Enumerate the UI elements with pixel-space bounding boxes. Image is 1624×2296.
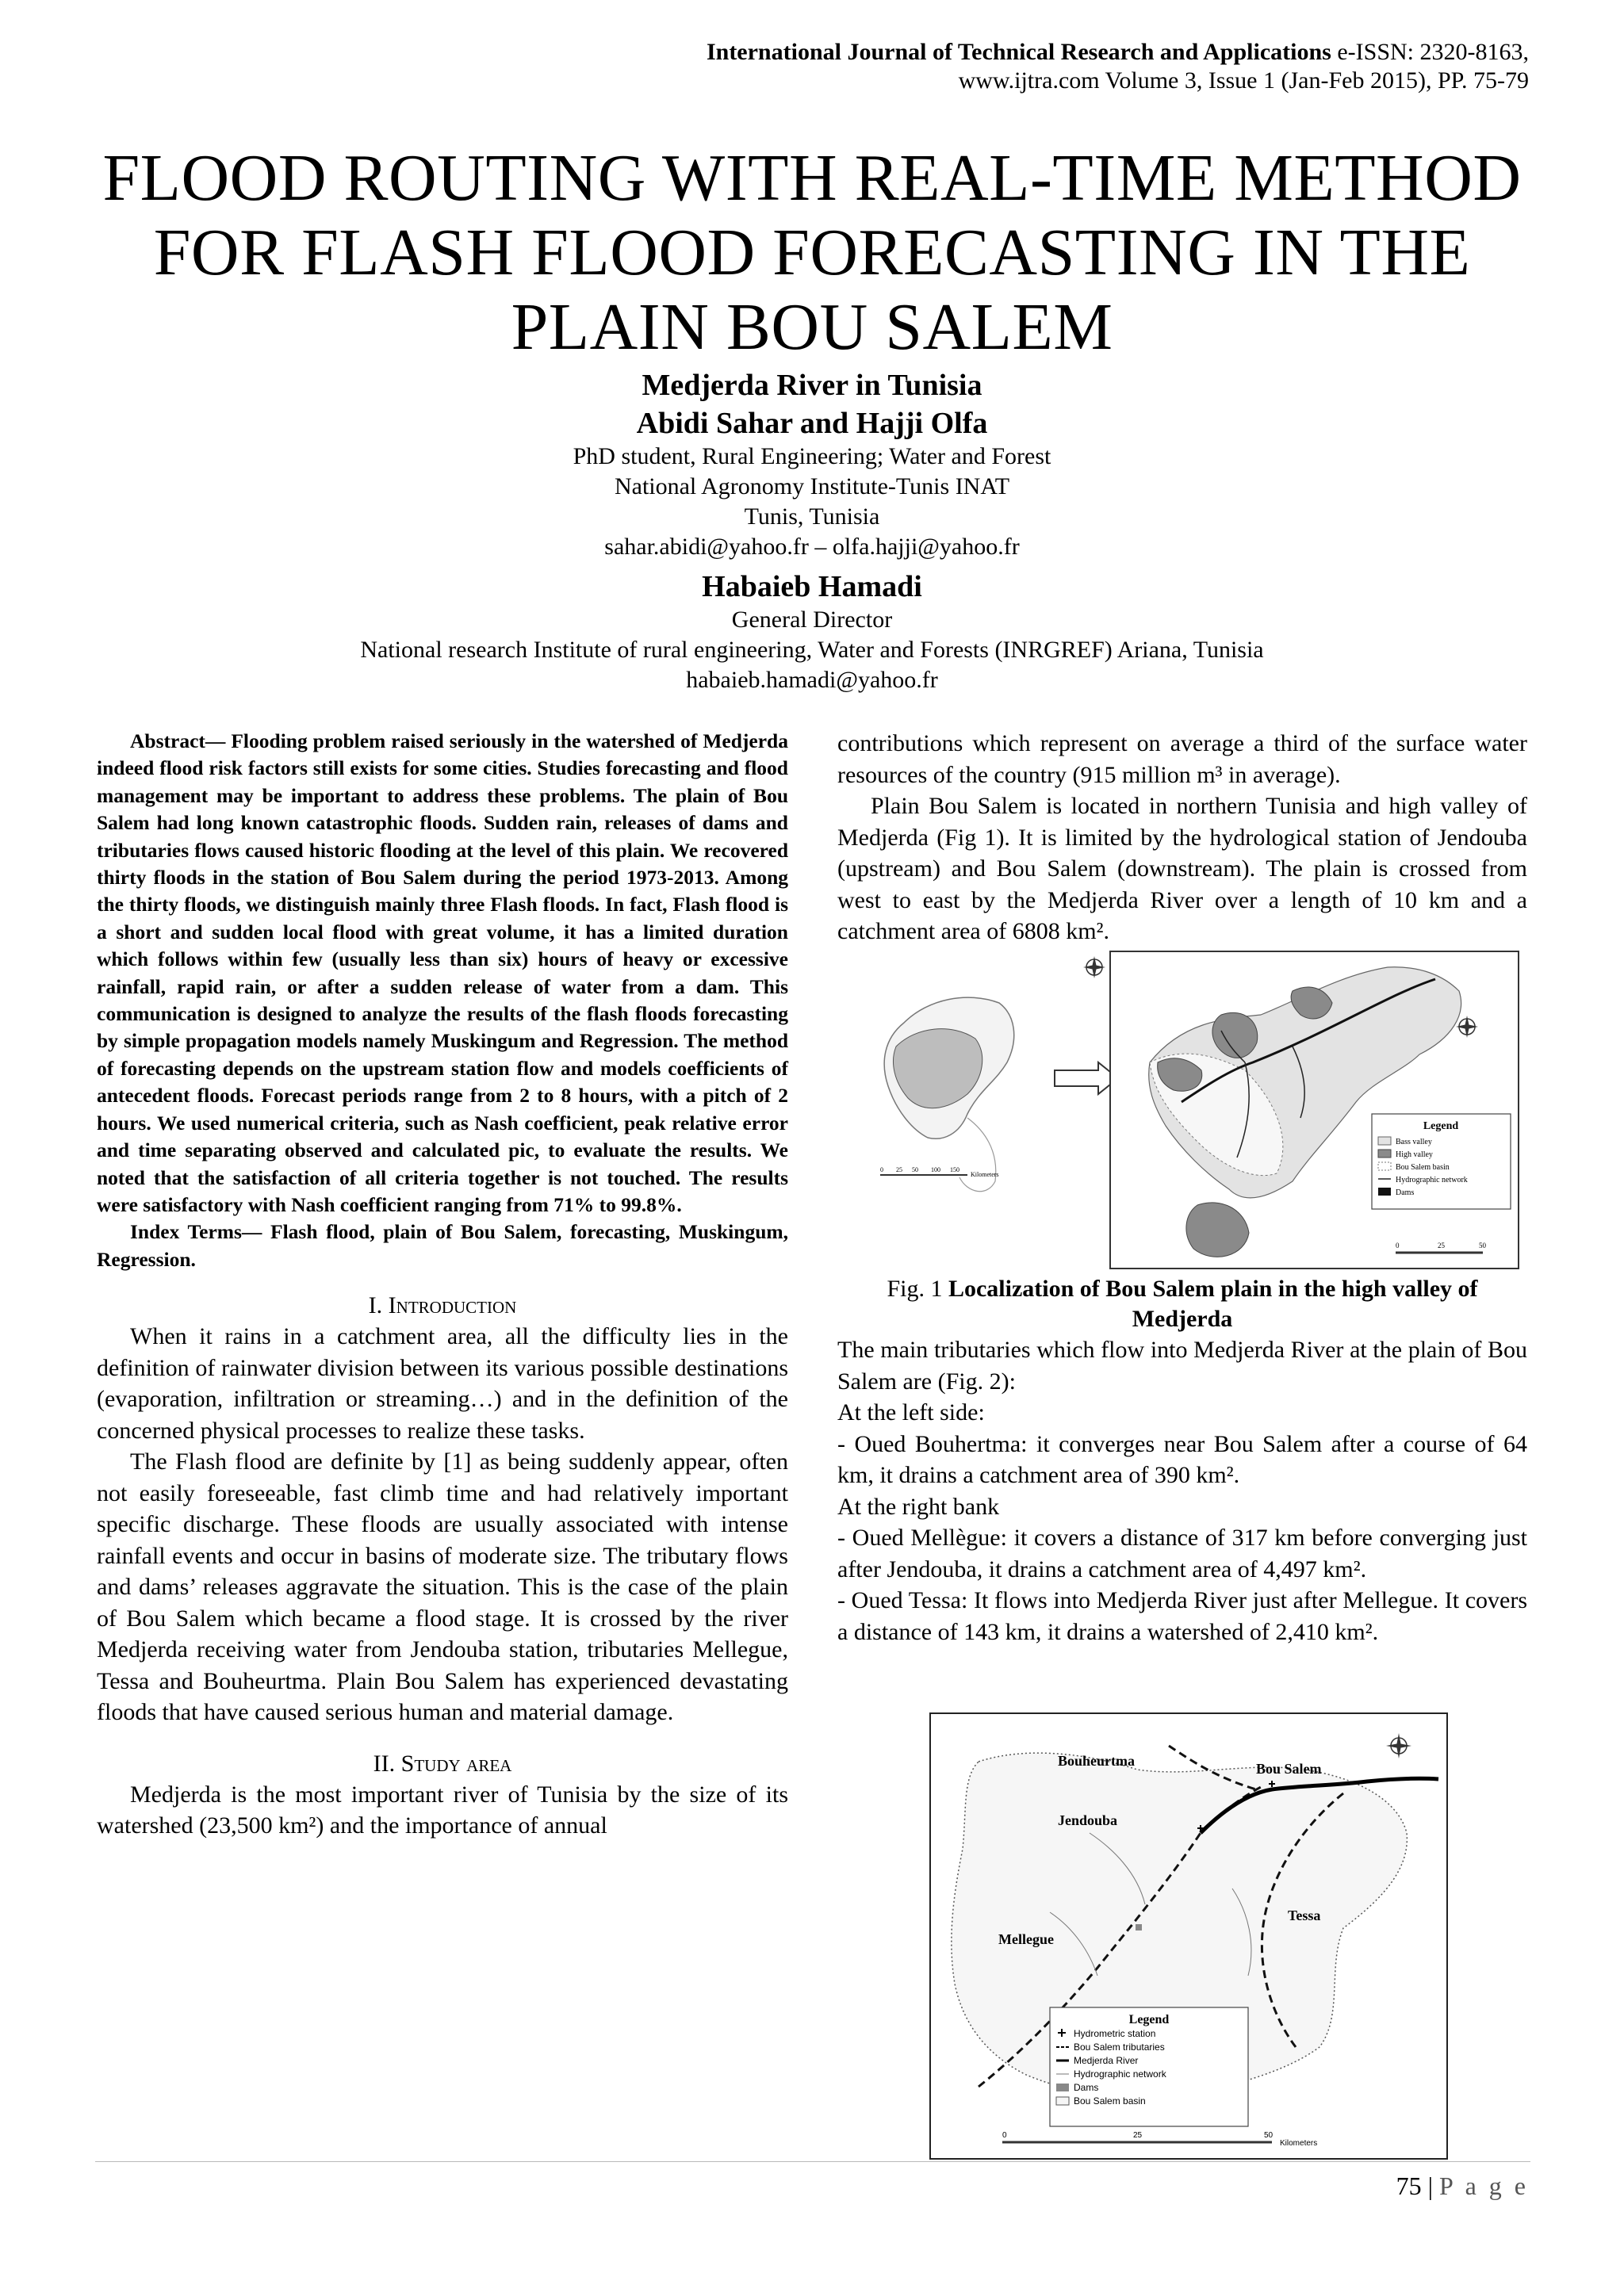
fig1-legend-high-valley: High valley xyxy=(1396,1150,1433,1159)
footer-divider xyxy=(95,2161,1530,2162)
index-terms: Index Terms— Flash flood, plain of Bou Salem, forecasting, Muskingum, Regression. xyxy=(97,1220,788,1271)
section-2-heading xyxy=(97,1749,788,1779)
figure-1-caption xyxy=(837,1274,1527,1334)
left-compass-icon xyxy=(1083,956,1105,978)
right-scale-0: 0 xyxy=(1396,1242,1400,1249)
left-scale-bar xyxy=(880,1166,999,1178)
affil-1-emails: sahar.abidi@yahoo.fr – olfa.hajji@yahoo.fr xyxy=(604,534,1020,560)
title-line-1: FLOOD ROUTING WITH REAL-TIME METHOD xyxy=(102,141,1522,215)
authors-1: Abidi Sahar and Hajji Olfa xyxy=(636,407,988,440)
affil-2-line-1: General Director xyxy=(731,607,893,633)
fig1-legend-title: Legend xyxy=(1423,1120,1459,1132)
fig2-scale-bar xyxy=(1002,2131,1317,2148)
affil-1-line-1: PhD student, Rural Engineering; Water and Forest xyxy=(573,443,1051,469)
label-jendouba: Jendouba xyxy=(1058,1812,1118,1828)
title-line-2: FOR FLASH FLOOD FORECASTING IN THE xyxy=(153,216,1471,289)
left-scale-50: 50 xyxy=(912,1166,918,1173)
fig2-legend-tributaries: Bou Salem tributaries xyxy=(1074,2042,1165,2053)
right-paragraph-1: contributions which represent on average a third of the surface water resources of the country (915 million m³ in average). xyxy=(837,730,1527,788)
study-area-paragraph: Medjerda is the most important river of Tunisia by the size of its watershed (23,500 km²) and the importance of annual xyxy=(97,1781,788,1839)
journal-header xyxy=(707,38,1529,67)
section-2-title: Study area xyxy=(400,1750,512,1777)
fig2-compass-icon xyxy=(1386,1733,1411,1758)
left-scale-0: 0 xyxy=(880,1166,883,1173)
label-bouheurtma: Bouheurtma xyxy=(1058,1753,1136,1769)
dam-marker xyxy=(1136,1924,1142,1931)
affil-1-line-2: National Agronomy Institute-Tunis INAT xyxy=(614,473,1010,499)
paper-title xyxy=(71,141,1553,365)
right-column-top xyxy=(837,728,1527,947)
left-side-heading: At the left side: xyxy=(837,1399,985,1425)
arrow-icon xyxy=(1055,1062,1118,1094)
right-bank-heading: At the right bank xyxy=(837,1493,1000,1520)
figure-1-caption-title: Localization of Bou Salem plain in the high valley of Medjerda xyxy=(948,1276,1478,1332)
inset-coastline xyxy=(959,1118,996,1192)
label-mellegue: Mellegue xyxy=(998,1931,1054,1947)
figure-1-legend xyxy=(1372,1114,1511,1209)
fig1-legend-bass-valley: Bass valley xyxy=(1396,1138,1432,1146)
section-1-heading xyxy=(97,1291,788,1321)
journal-name: International Journal of Technical Research and Applications xyxy=(706,39,1331,65)
affiliation-2 xyxy=(71,605,1553,695)
fig2-scale-25: 25 xyxy=(1133,2131,1143,2140)
page-number: 75 | xyxy=(1396,2172,1439,2200)
title-line-3: PLAIN BOU SALEM xyxy=(511,290,1113,364)
left-scale-100: 100 xyxy=(931,1166,940,1173)
section-1-title: Introduction xyxy=(388,1292,517,1319)
affiliation-1 xyxy=(71,442,1553,562)
tessa-paragraph: - Oued Tessa: It flows into Medjerda River just after Mellegue. It covers a distance of 143 km, it drains a watershed of 2,410 km². xyxy=(837,1587,1527,1645)
fig1-legend-dams: Dams xyxy=(1396,1188,1415,1197)
section-1-number: I. xyxy=(368,1292,389,1319)
paper-subtitle: Medjerda River in Tunisia xyxy=(642,369,982,402)
tributaries-intro: The main tributaries which flow into Medjerda River at the plain of Bou Salem are (Fig. 2): xyxy=(837,1337,1527,1395)
figure-1 xyxy=(848,943,1522,1272)
fig2-legend-network: Hydrographic network xyxy=(1074,2068,1166,2080)
journal-volume: www.ijtra.com Volume 3, Issue 1 (Jan-Feb 2015), PP. 75-79 xyxy=(958,67,1529,94)
fig2-scale-0: 0 xyxy=(1002,2131,1007,2140)
fig2-legend-basin: Bou Salem basin xyxy=(1074,2095,1146,2107)
label-bou-salem: Bou Salem xyxy=(1256,1761,1322,1777)
right-scale-50: 50 xyxy=(1479,1242,1486,1249)
fig1-legend-basin: Bou Salem basin xyxy=(1396,1163,1450,1172)
fig2-scale-50: 50 xyxy=(1264,2131,1274,2140)
fig2-legend-dams: Dams xyxy=(1074,2082,1099,2093)
left-scale-150: 150 xyxy=(950,1166,959,1173)
section-2-number: II. xyxy=(373,1750,401,1777)
left-scale-25: 25 xyxy=(896,1166,902,1173)
affil-1-line-3: Tunis, Tunisia xyxy=(744,503,880,530)
left-column xyxy=(97,728,788,1842)
page-label: P a g e xyxy=(1438,2172,1529,2200)
figure-2-legend xyxy=(1050,2007,1248,2126)
label-tessa: Tessa xyxy=(1288,1908,1321,1923)
bouhertma-paragraph: - Oued Bouhertma: it converges near Bou Salem after a course of 64 km, it drains a catchment area of 390 km². xyxy=(837,1430,1527,1488)
fig1-legend-network: Hydrographic network xyxy=(1396,1176,1468,1184)
intro-paragraph-1: When it rains in a catchment area, all the difficulty lies in the definition of rainwater division between its various possible destinations (evaporation, infiltration or streaming…) and in the definition of the concerned physical processes to realize these tasks. xyxy=(97,1323,788,1444)
left-scale-unit: Kilometers xyxy=(971,1171,999,1178)
affil-2-line-2: National research Institute of rural engineering, Water and Forests (INRGREF) Ariana, Tunisia xyxy=(360,637,1264,663)
right-column-bottom xyxy=(837,1274,1527,1647)
fig2-legend-river: Medjerda River xyxy=(1074,2055,1139,2066)
figure-2-map xyxy=(931,1714,1446,2158)
page-footer xyxy=(1396,2171,1529,2201)
fig2-legend-title: Legend xyxy=(1128,2013,1170,2026)
abstract: Abstract— Flooding problem raised seriously in the watershed of Medjerda indeed flood risk factors still exists for some cities. Studies forecasting and flood management may be important to address these problems. The plain of Bou Salem had long known catastrophic floods. Sudden rain, releases of dams and tributaries flows caused historic flooding at the level of this plain. We recovered thirty floods in the station of Bou Salem during the period 1973-2013. Among the thirty floods, we distinguish mainly three Flash floods. In fact, Flash flood is a short and sudden local flood with great volume, it has a limited duration which follows within few (usually less than six) hours of heavy or excessive rainfall, rapid rain, or after a sudden release of water from a dam. This communication is designed to analyze the results of the flash floods forecasting by simple propagation models namely Muskingum and Regression. The method of forecasting depends on the upstream station flow and models coefficients of antecedent floods. Forecast periods range from 2 to 8 hours, with a pitch of 2 hours. We used numerical criteria, such as Nash coefficient, peak relative error and time separating observed and calculated pic, to evaluate the results. We noted that the satisfaction of all criteria together is not touched. The results were satisfactory with Nash coefficient ranging from 71% to 99.8%. xyxy=(97,729,788,1216)
affil-2-email: habaieb.hamadi@yahoo.fr xyxy=(686,667,938,693)
right-scale-25: 25 xyxy=(1438,1242,1445,1249)
author-2: Habaieb Hamadi xyxy=(702,570,922,603)
figure-2 xyxy=(929,1712,1448,2160)
fig2-scale-unit: Kilometers xyxy=(1280,2139,1318,2148)
fig2-legend-station: Hydrometric station xyxy=(1074,2028,1156,2039)
journal-issn: e-ISSN: 2320-8163, xyxy=(1331,39,1529,65)
figure-1-caption-prefix: Fig. 1 xyxy=(887,1276,948,1302)
figure-1-map xyxy=(848,943,1522,1272)
mellegue-paragraph: - Oued Mellègue: it covers a distance of 317 km before converging just after Jendouba, it drains a catchment area of 4,497 km². xyxy=(837,1525,1527,1582)
right-paragraph-2: Plain Bou Salem is located in northern Tunisia and high valley of Medjerda (Fig 1). It is limited by the hydrological station of Jendouba (upstream) and Bou Salem (downstream). The plain is crossed from west to east by the Medjerda River over a length of 10 km and a catchment area of 6808 km². xyxy=(837,793,1527,944)
intro-paragraph-2: The Flash flood are definite by [1] as being suddenly appear, often not easily foreseeable, fast climb time and had relatively important specific discharge. These floods are usually associated with intense rainfall events and occur in basins of moderate size. The tributary flows and dams’ releases aggravate the situation. This is the case of the plain of Bou Salem which became a flood stage. It is crossed by the river Medjerda receiving water from Jendouba station, tributaries Mellegue, Tessa and Bouheurtma. Plain Bou Salem has experienced devastating floods that have caused serious human and material damage. xyxy=(97,1448,788,1726)
